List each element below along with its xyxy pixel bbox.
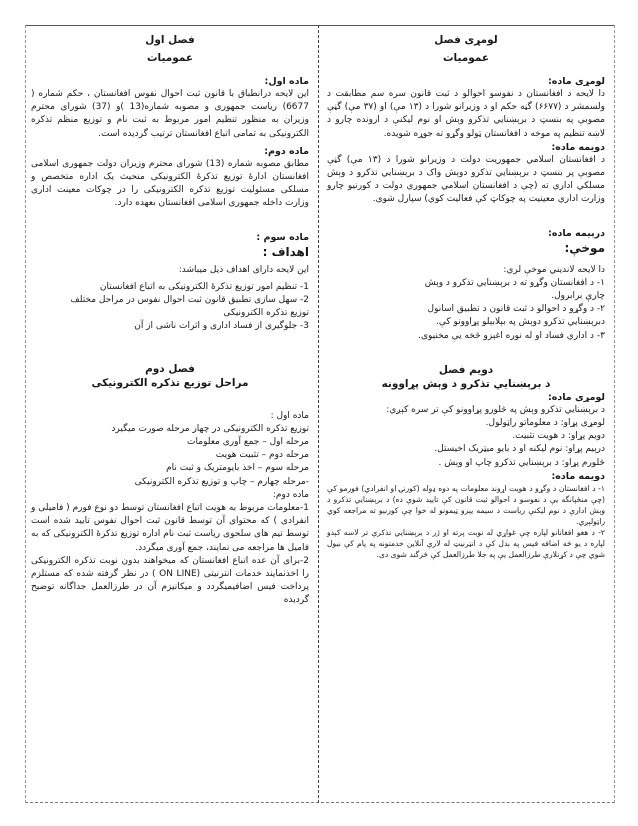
page-left-border (25, 25, 26, 803)
chapter-subtitle: عمومیات (146, 52, 194, 64)
goal-item: 2- سهل سازی تطبیق قانون ثبت احوال نفوس در مراحل مختلف (70, 295, 309, 306)
article-heading: ماده اول : (270, 410, 309, 421)
goal-item: ۳- د اداري فساد او له نوره اغېزو څخه يې مخنيوی. (418, 330, 605, 341)
goals-heading: اهداف : (262, 244, 309, 259)
chapter-title: دویم فصل (438, 363, 494, 376)
stage-item: څلورم پړاو: د برېښنايي تذکرو چاپ او وېش . (438, 457, 605, 468)
page-right-border (614, 25, 615, 803)
stage-item: لومړی پړاو: د معلوماتو راټولول. (485, 418, 605, 429)
goal-item: ۲- د وگړو د احوالو د ثبت قانون د تطبيق اسانول (427, 304, 605, 315)
article-text: 2-برای آن عده اتباع افغانستان که میخواهند بدون نوبت تذکره الکترونیکی را اخذنمایند خدمات انترنیتی (ON LINE ) در نظر گرفته شده که مستلزم پرداخت فیس اضافیمیگردد و میکانیزم آن در طرزالعمل جداگانه توضیح گردیده (31, 555, 310, 606)
goal-item: ۱- د افغانستان وگړو ته د برېښنايي تذکرو د وېش (424, 277, 605, 288)
page-top-border (25, 25, 615, 26)
page-bottom-border (25, 802, 615, 803)
chapter-subtitle: عمومیات (442, 52, 490, 64)
article-text: مطابق مصوبه شماره (13) شورای محترم وزیران دولت جمهوری اسلامی افغانستان ادارۀ توزیع تذکرۀ الکترونیکی منحیث یک اداره متخصص و مسلکی مسئولیت توزیع تذکره الکترونیکی را در چوکات معینت اداری وزارت داخله جمهوری اسلامی افغانستان بعهده دارد. (31, 158, 309, 209)
column-divider (318, 25, 319, 803)
stage-item: مرحله سوم – اخذ بایومتریک و ثبت نام (166, 463, 309, 474)
chapter-title: فصل اول (145, 34, 195, 46)
article-text: د برېښنايي تذکرو وېش په څلورو پړاوونو کې تر سره کېږي: (386, 404, 605, 415)
goals-intro: این لایحه دارای اهداف ذیل میباشد: (178, 264, 309, 275)
article-text: 1-معلومات مربوط به هویت اتباع افغانستان توسط دو نوع فورم ( فامیلی و انفرادی ) که محتوای آن توسط قانون ثبت احوال نفوس تایید شده است توسط تیم های سلحوی ریاست ثبت نام اداره توزیع تذکرۀ الکترونیکی که به فامیل ها مراجعه می نمایند، جمع آوری میگردد. (31, 503, 309, 553)
article-heading: ماده دوم: (272, 489, 309, 500)
article-heading: درېیمه ماده: (548, 227, 605, 239)
goal-item: 1- تنظیم امور توزیع تذکرۀ الکترونیکی به اتباع افغانستان (99, 281, 309, 292)
chapter-title: لومړی فصل (434, 34, 498, 46)
chapter-subtitle: مراحل توزیع تذکره الکترونیکی (91, 376, 249, 389)
article-heading: ماده دوم: (264, 145, 309, 157)
dari-column (31, 33, 309, 608)
article-text: د افغانستان اسلامي جمهوريت دولت د وزيرانو شورا د (۱۳ مې) گڼې مصوبې پر بنسټ د برېښنايي تذکرو دوېش واک د برېښنايي تذکرو د وېش مسلکي اداري ته (چې د افغانستان اسلامي جمهوري دولت د کورنيو چارو وزارت اداري معينيت په چوکاټ کې فعاليت کوي) سپارل شوی. (327, 154, 605, 205)
chapter-title: فصل دوم (145, 362, 195, 375)
article-heading: دویمه ماده: (551, 141, 605, 153)
article-heading: ماده اول: (264, 76, 309, 87)
article-text: دا لایحه د افغانستان د نفوسو احوالو د ثبت قانون سره سم مطابقت د ولسمشر د (۶۶۷۷) گڼه حکم او د وزیرانو شورا د (۱۳ مې) او (۳۷ مې) گڼې مصوبې په بنسټ د برېښنايي تذکرو وېش او نوم ليکنې د ارونده چارو د لاښه تنظیم په موخه د افغانستان ټولو وگړو ته جوړه شويده. (327, 89, 606, 139)
stage-item: مرحله اول – جمع آوری معلومات (187, 437, 309, 448)
goals-heading: موخې: (564, 240, 605, 255)
article-heading: دویمه ماده: (551, 470, 605, 482)
pashto-column (327, 33, 605, 560)
chapter-subtitle: د برېښنايي تذکرو د وېش پړاوونه (381, 377, 551, 390)
article-heading: ماده سوم : (256, 231, 309, 243)
goal-item-continuation: چارې برابرول. (551, 291, 605, 302)
stage-item: درېيم پړاو: نوم ليکنه او د بايو ميټريک اخيستل. (434, 444, 605, 455)
goal-item-continuation: دبرېښنايي تذکرو دوېش په بېلابېلو پړاوونو کې. (435, 317, 605, 328)
goal-item: 3- جلوگیری از فساد اداری و اثرات ناشی از آن (134, 321, 309, 332)
article-heading: لومړی ماده: (547, 76, 605, 87)
goal-item-continuation: توزیع تذکره الکترونیکی (223, 308, 309, 319)
article-text: ۱- د افغانستان د وگړو د هويت اړوند معلومات په دوه ډوله (کورنۍ او انفرادي) فورمو کې (چې منځپانگه يې د نفوسو د احوالو ثبت قانون کې تاييد شوې ده) د برېښنايي تذکرو د وېش ادارې د نوم ليکنې رياست د سيمه يېزو ټيمونو له خوا چې کورنيو ته مراجعه کوي راټولېږي. (327, 483, 605, 526)
stage-item: -مرحله چهارم – چاپ و توزیع تذکره الکترونیکی (134, 476, 309, 487)
article-text: این لایحه درانطباق با قانون ثبت احوال نفوس افغانستان ، حکم شماره ( 6677) ریاست جمهوری و مصوبه شماره(13 )و (37) شورای محترم وزیران به منظور تنظیم امور مربوط به ثبت نام و توزیع منظم تذکره الکترونیکی به تمامی اتباع افغانستان ترتیب گردیده است. (31, 89, 309, 139)
article-text: توزیع تذکره الکترونیکی در چهار مرحله صورت میگیرد (111, 423, 309, 434)
article-text: ۲- د هغو افغانانو لپاره چې غواړي له نوبت پرته او ژر د برېښنايي تذکرې تر لاسه کېدو لپاره د يو څه اضافه فيس په بدل کې د انټرنيټ له لارې آنلاين خدمتونه په پام کې نيول شوي چې د کړنلارې طرزالعمل يې په جلا طرزالعمل کې څرگند شوی دی. (327, 527, 605, 559)
article-heading: لومړی ماده: (547, 391, 605, 403)
goals-intro: دا لایحه لاندیني موخې لري: (503, 264, 605, 275)
stage-item: دویم پړاو: د هويت تثبيت. (512, 431, 605, 442)
document-page (25, 25, 615, 803)
stage-item: مرحله دوم – تثبیت هویت (215, 450, 309, 461)
